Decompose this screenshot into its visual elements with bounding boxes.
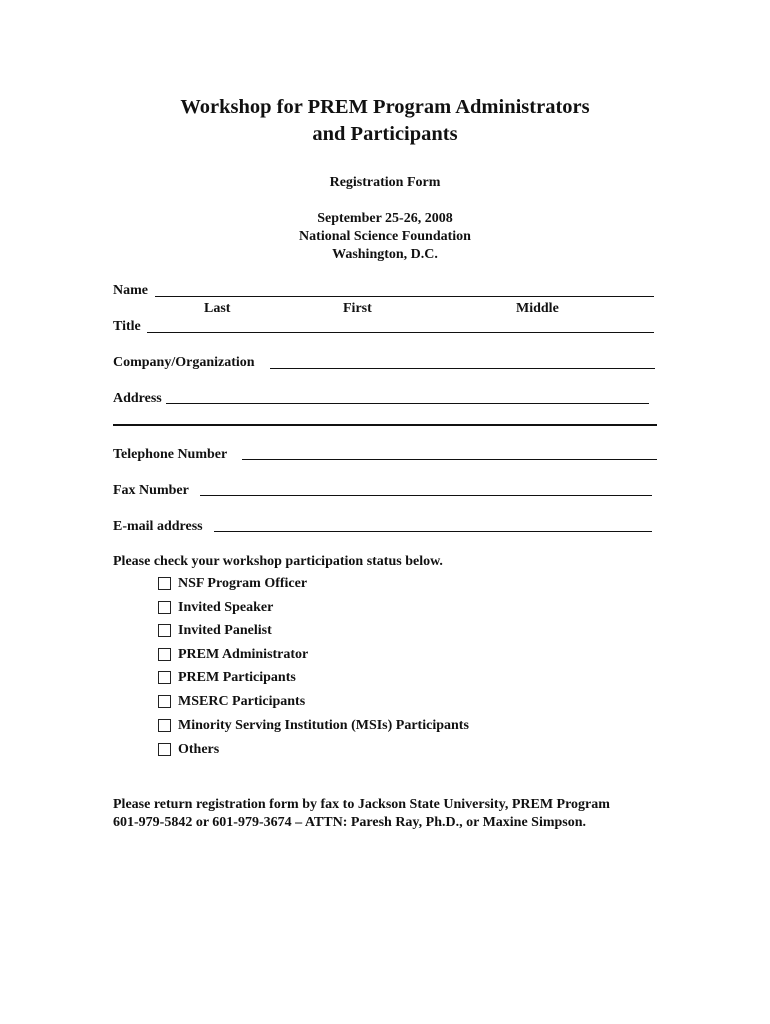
company-label: Company/Organization [113,355,255,370]
option-label: Invited Panelist [178,623,272,638]
name-label: Name [113,283,148,298]
address-field[interactable] [166,403,649,404]
return-instructions-line-1: Please return registration form by fax to Jackson State University, PREM Program [113,797,610,812]
checkbox-mserc-participants[interactable] [158,695,171,708]
email-field[interactable] [214,531,652,532]
name-middle-caption: Middle [516,301,559,316]
option-label: PREM Administrator [178,647,309,662]
title-label: Title [113,319,141,334]
name-first-caption: First [343,301,372,316]
form-name: Registration Form [329,175,441,190]
checkbox-prem-administrator[interactable] [158,648,171,661]
checkbox-nsf-program-officer[interactable] [158,577,171,590]
company-field[interactable] [270,368,655,369]
checkbox-msi-participants[interactable] [158,719,171,732]
option-label: NSF Program Officer [178,576,308,591]
form-title-line-2: and Participants [312,123,458,145]
name-last-caption: Last [204,301,231,316]
telephone-label: Telephone Number [113,447,228,462]
checkbox-prem-participants[interactable] [158,671,171,684]
telephone-field[interactable] [242,459,657,460]
option-label: Others [178,742,220,757]
option-label: PREM Participants [178,670,296,685]
return-instructions-line-2: 601-979-5842 or 601-979-3674 – ATTN: Paresh Ray, Ph.D., or Maxine Simpson. [113,815,587,830]
option-label: Minority Serving Institution (MSIs) Participants [178,718,469,733]
address-label: Address [113,391,162,406]
option-label: Invited Speaker [178,600,274,615]
address-line-2[interactable] [113,424,657,426]
event-venue: National Science Foundation [299,229,471,244]
status-prompt: Please check your workshop participation status below. [113,554,443,569]
email-label: E-mail address [113,519,203,534]
fax-label: Fax Number [113,483,189,498]
event-city: Washington, D.C. [332,247,438,262]
title-field[interactable] [147,332,654,333]
option-label: MSERC Participants [178,694,306,709]
checkbox-invited-panelist[interactable] [158,624,171,637]
name-field[interactable] [155,296,654,297]
fax-field[interactable] [200,495,652,496]
form-title-line-1: Workshop for PREM Program Administrators [180,96,590,118]
event-date: September 25-26, 2008 [317,211,453,226]
checkbox-invited-speaker[interactable] [158,601,171,614]
checkbox-others[interactable] [158,743,171,756]
